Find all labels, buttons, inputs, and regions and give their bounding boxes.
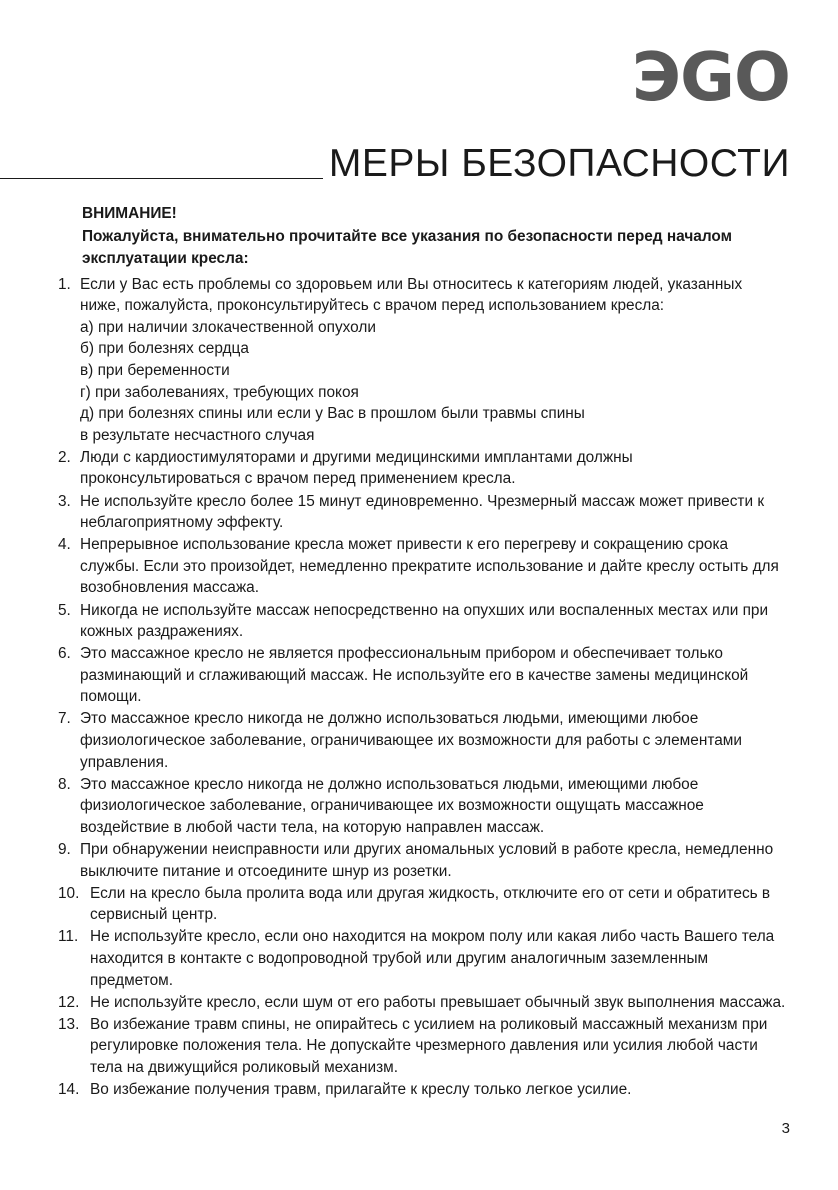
warning-text: Пожалуйста, внимательно прочитайте все указания по безопасности перед началом эксплуатации кресла: (82, 228, 732, 267)
sub-list-item: д) при болезнях спины или если у Вас в прошлом были травмы спины (80, 405, 585, 423)
sub-list-item: а) при наличии злокачественной опухоли (80, 318, 376, 336)
list-item (58, 643, 786, 708)
list-item-text: Во избежание травм спины, не опирайтесь с усилием на роликовый массажный механизм при регулировке положения тела. Не допускайте чрезмерного давления или усилия любой части тела на движущийся роликовый механизм. (90, 1015, 768, 1076)
list-item-number: 8. (58, 775, 71, 793)
list-item-text: Это массажное кресло не является профессиональным прибором и обеспечивает только разминающий и сглаживающий массаж. Не используйте его в качестве замены медицинской помощи. (80, 645, 749, 706)
list-item-number: 6. (58, 645, 71, 663)
list-item-number: 9. (58, 841, 71, 859)
list-item (58, 839, 786, 882)
list-item-text: При обнаружении неисправности или других аномальных условий в работе кресла, немедленно выключите питание и отсоедините шнур из розетки. (80, 841, 774, 880)
list-item-text: Не используйте кресло более 15 минут единовременно. Чрезмерный массаж может привести к неблагоприятному эффекту. (80, 492, 765, 532)
brand-logo: ЭGO (631, 38, 790, 116)
list-item (58, 926, 786, 991)
list-item-text: Если на кресло была пролита вода или другая жидкость, отключите его от сети и обратитесь в сервисный центр. (90, 884, 771, 924)
sub-list-item: г) при заболеваниях, требующих покоя (80, 383, 359, 401)
list-item-number: 10. (58, 884, 80, 902)
title-divider-rule (0, 178, 323, 179)
list-item-text: Не используйте кресло, если оно находится на мокром полу или какая либо часть Вашего тела находится в контакте с водопроводной трубой или другим аналогичным заземленным предметом. (90, 928, 775, 989)
list-item (58, 1014, 786, 1079)
list-item-number: 1. (58, 275, 71, 293)
document-title-row (0, 134, 790, 186)
sub-list-item: в результате несчастного случая (80, 426, 315, 444)
sub-list-item: в) при беременности (80, 361, 230, 379)
warning-heading: ВНИМАНИЕ! (82, 205, 177, 222)
list-item-text: Непрерывное использование кресла может привести к его перегреву и сокращению срока службы. Если это произойдет, немедленно прекратите использование и дайте креслу остыть для возобновления массажа. (80, 536, 779, 597)
safety-instructions-list (58, 274, 786, 1101)
sub-list-item: б) при болезнях сердца (80, 340, 249, 358)
list-item (58, 883, 786, 926)
list-item-number: 7. (58, 710, 71, 728)
list-item-text: Во избежание получения травм, прилагайте к креслу только легкое усилие. (90, 1081, 632, 1099)
page-title: МЕРЫ БЕЗОПАСНОСТИ (328, 142, 790, 185)
list-item (58, 534, 786, 599)
list-item (58, 708, 786, 773)
list-item (58, 1079, 786, 1101)
list-item (58, 491, 786, 534)
list-item-text: Если у Вас есть проблемы со здоровьем или Вы относитесь к категориям людей, указанных ниже, пожалуйста, проконсультируйтесь с врачом перед использованием кресла: (80, 275, 743, 315)
warning-notice (58, 203, 786, 270)
list-item-body (80, 274, 786, 447)
list-item-text: Не используйте кресло, если шум от его работы превышает обычный звук выполнения массажа. (90, 993, 786, 1011)
list-item-text: Никогда не используйте массаж непосредственно на опухших или воспаленных местах или при кожных раздражениях. (80, 601, 769, 641)
list-item-text: Это массажное кресло никогда не должно использоваться людьми, имеющими любое физиологическое заболевание, ограничивающее их возможности ощущать массажное воздействие в любой части тела, на которую направлен массаж. (80, 775, 704, 836)
list-item-number: 11. (58, 928, 79, 946)
list-item (58, 274, 786, 447)
list-item-number: 13. (58, 1015, 80, 1033)
list-item (58, 447, 786, 490)
list-item-number: 4. (58, 536, 71, 554)
list-item-number: 14. (58, 1081, 80, 1099)
list-item-text: Люди с кардиостимуляторами и другими медицинскими имплантами должны проконсультироваться с врачом перед применением кресла. (80, 448, 633, 488)
list-item (58, 992, 786, 1014)
list-item (58, 774, 786, 839)
sub-list (80, 317, 786, 447)
list-item-number: 12. (58, 993, 80, 1011)
list-item-number: 3. (58, 492, 71, 510)
list-item-number: 5. (58, 601, 71, 619)
list-item-text: Это массажное кресло никогда не должно использоваться людьми, имеющими любое физиологическое заболевание, ограничивающее их возможности для работы с элементами управления. (80, 710, 742, 771)
document-body (58, 203, 786, 1101)
list-item-number: 2. (58, 448, 71, 466)
page-number: 3 (781, 1120, 790, 1137)
list-item (58, 600, 786, 643)
